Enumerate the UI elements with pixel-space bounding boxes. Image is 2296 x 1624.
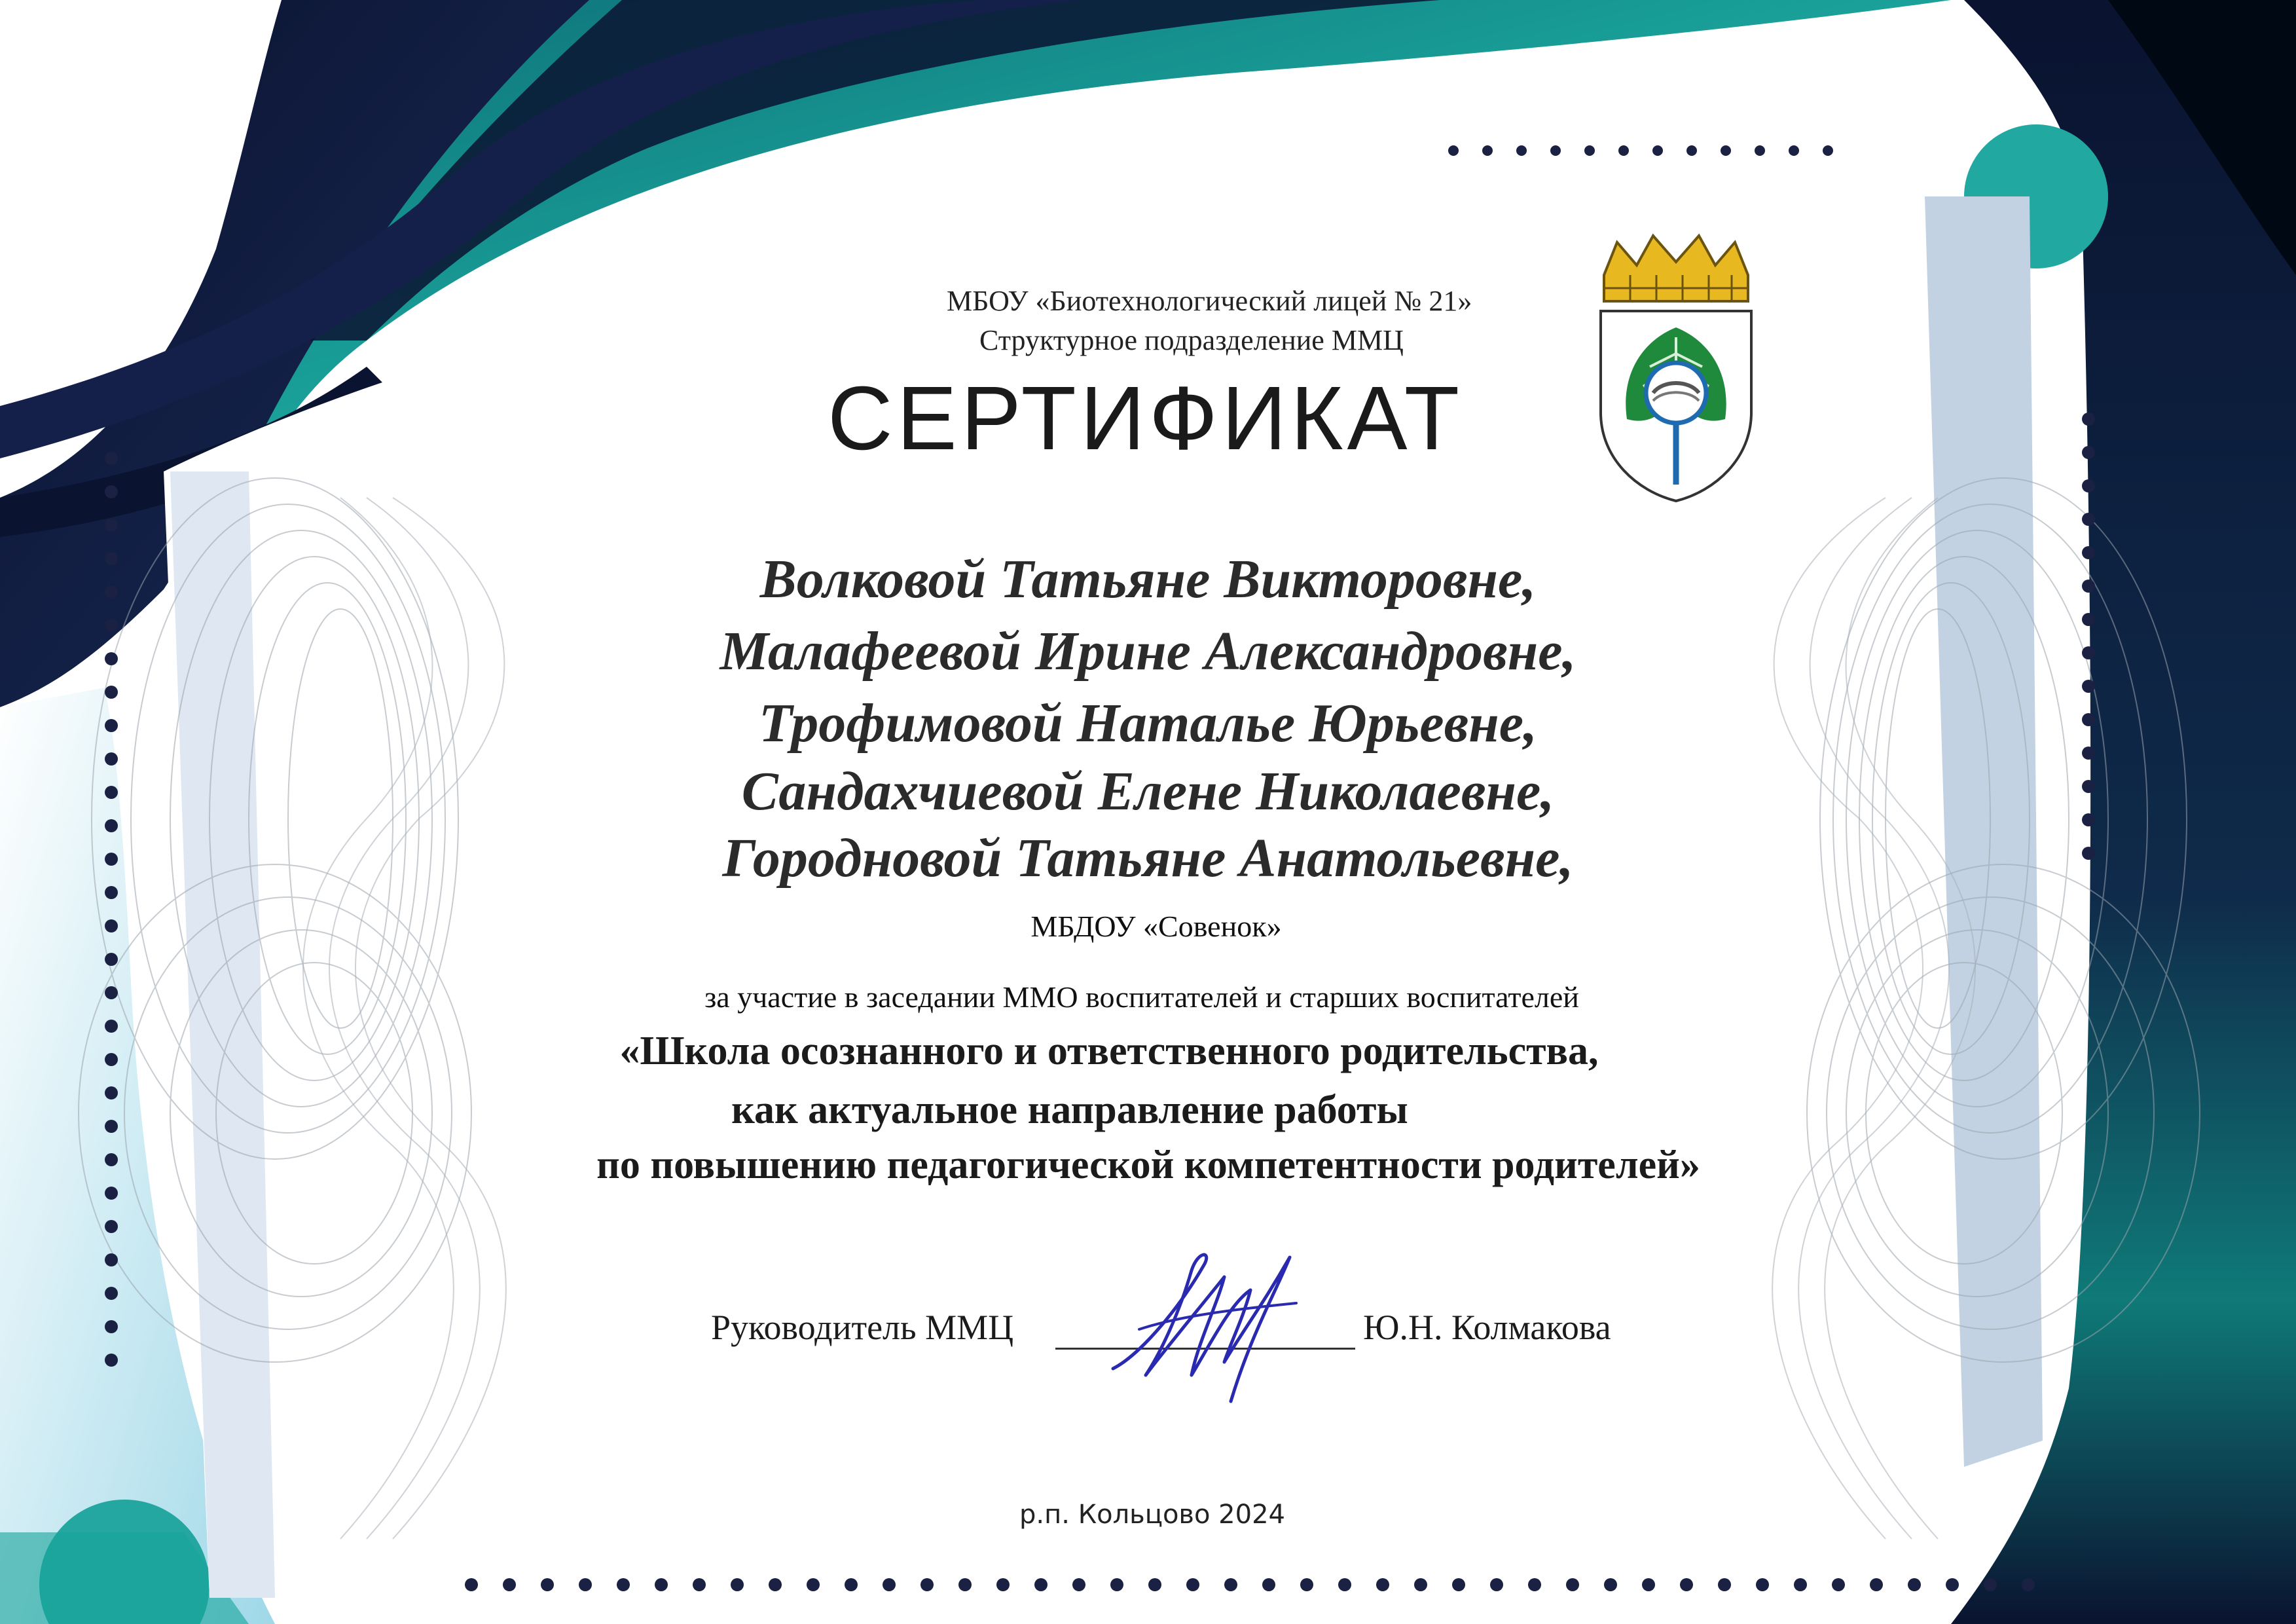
certificate-title: СЕРТИФИКАТ [828,368,1464,469]
signatory-name: Ю.Н. Колмакова [1363,1308,1611,1347]
signatory-position: Руководитель ММЦ [711,1308,1014,1347]
recipient-name: Сандахчиевой Елене Николаевне, [741,761,1555,822]
organization-line-1: МБОУ «Биотехнологический лицей № 21» [947,285,1472,317]
event-topic-line: по повышению педагогической компетентности родителей» [596,1143,1700,1187]
organization-line-2: Структурное подразделение ММЦ [979,324,1404,356]
recipient-name: Трофимовой Наталье Юрьевне, [758,693,1538,754]
recipient-name: Городновой Татьяне Анатольевне, [722,828,1574,889]
coat-of-arms-icon [1591,229,1761,504]
institution: МБДОУ «Совенок» [1030,910,1282,943]
recipient-name: Малафеевой Ирине Александровне, [720,621,1576,682]
recipient-name: Волковой Татьяне Викторовне, [759,549,1537,610]
participation-reason: за участие в заседании ММО воспитателей и старших воспитателей [704,980,1579,1014]
signature-mark [1100,1231,1309,1408]
event-topic-line: как актуальное направление работы [731,1088,1408,1132]
place-and-year: р.п. Кольцово 2024 [1019,1500,1285,1530]
event-topic-line: «Школа осознанного и ответственного родительства, [619,1029,1599,1073]
